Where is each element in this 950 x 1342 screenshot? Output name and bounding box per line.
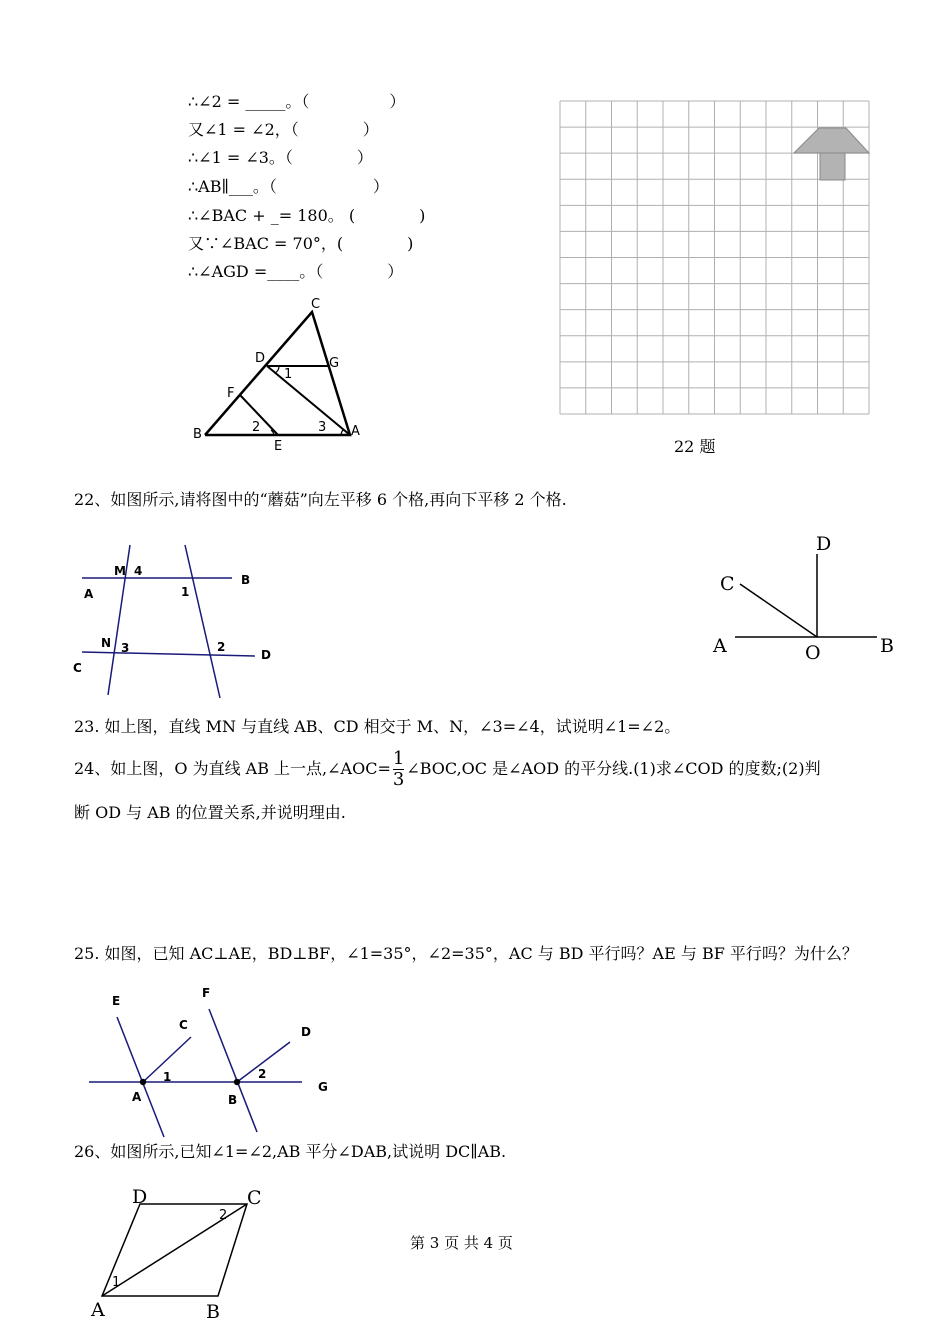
fig24-label-B: B bbox=[880, 635, 894, 657]
fig26-parallelogram bbox=[85, 1180, 275, 1330]
tri-label-angle2: 2 bbox=[252, 420, 261, 435]
fig24-label-A: A bbox=[713, 635, 727, 657]
fig25-label-G: G bbox=[318, 1080, 328, 1094]
question-26: 26、如图所示,已知∠1=∠2,AB 平分∠DAB,试说明 DC∥AB. bbox=[74, 1142, 507, 1161]
tri-label-A: A bbox=[351, 424, 360, 439]
tri-label-F: F bbox=[227, 386, 235, 401]
fig23-label-3: 3 bbox=[121, 641, 130, 655]
point-A bbox=[140, 1079, 146, 1085]
fig25-label-2: 2 bbox=[258, 1067, 267, 1081]
fig23-label-2: 2 bbox=[217, 640, 226, 654]
proof-line-5: ∴∠BAC + _= 180。 ( ) bbox=[188, 206, 426, 225]
tri-label-C: C bbox=[311, 297, 321, 312]
tri-label-angle1: 1 bbox=[284, 367, 293, 382]
proof-line-4: ∴AB∥___。（ ） bbox=[188, 177, 389, 196]
tri-label-angle3: 3 bbox=[318, 420, 327, 435]
fig24-label-D: D bbox=[816, 533, 832, 555]
segment-DA bbox=[267, 366, 350, 435]
question-24-line2: 断 OD 与 AB 的位置关系,并说明理由. bbox=[74, 803, 346, 822]
question-22: 22、如图所示,请将图中的“蘑菇”向左平移 6 个格,再向下平移 2 个格. bbox=[74, 490, 567, 509]
fig23-label-4: 4 bbox=[134, 564, 143, 578]
fig25-label-C: C bbox=[179, 1018, 188, 1032]
fig26-label-D: D bbox=[132, 1186, 148, 1208]
question-24 bbox=[74, 746, 821, 792]
fig24-label-O: O bbox=[805, 642, 821, 664]
fig25-label-D: D bbox=[301, 1025, 311, 1039]
fig23-label-N: N bbox=[101, 636, 112, 650]
proof-line-2: 又∠1 = ∠2，（ ） bbox=[188, 120, 379, 139]
fig23-label-A: A bbox=[84, 587, 94, 601]
tri-label-B: B bbox=[193, 427, 202, 442]
fig25-label-B: B bbox=[228, 1093, 238, 1107]
mushroom-grid bbox=[559, 100, 871, 416]
fig23-label-C: C bbox=[73, 661, 82, 675]
grid-caption: 22 题 bbox=[674, 437, 716, 456]
proof-line-6: 又∵∠BAC = 70°，( ) bbox=[188, 234, 414, 253]
tri-label-E: E bbox=[274, 439, 283, 454]
fig25-label-A: A bbox=[132, 1090, 142, 1104]
fig25-label-1: 1 bbox=[163, 1070, 172, 1084]
tri-label-D: D bbox=[255, 351, 266, 366]
triangle-figure bbox=[180, 290, 380, 455]
fig25-perpendiculars bbox=[84, 982, 344, 1142]
fig26-label-C: C bbox=[247, 1187, 262, 1209]
fig23-label-M: M bbox=[114, 564, 126, 578]
q24-text-before: 24、如上图，O 为直线 AB 上一点,∠AOC= bbox=[74, 759, 391, 778]
fig26-label-2: 2 bbox=[219, 1208, 228, 1223]
proof-line-7: ∴∠AGD =____。（ ） bbox=[188, 262, 404, 281]
fraction-numerator: 1 bbox=[392, 748, 405, 769]
fig23-intersecting-lines bbox=[70, 540, 290, 705]
proof-line-1: ∴∠2 = _____。（ ） bbox=[188, 92, 406, 111]
point-B bbox=[234, 1079, 240, 1085]
fig23-label-B: B bbox=[241, 573, 251, 587]
mushroom-cap bbox=[794, 128, 869, 153]
fig25-label-F: F bbox=[202, 986, 211, 1000]
page-footer: 第 3 页 共 4 页 bbox=[410, 1234, 513, 1252]
fig23-label-D: D bbox=[261, 648, 271, 662]
mushroom-stem bbox=[820, 153, 845, 180]
tri-label-G: G bbox=[329, 356, 340, 371]
fig25-label-E: E bbox=[112, 994, 121, 1008]
fig26-label-1: 1 bbox=[112, 1275, 121, 1290]
fig24-angle bbox=[705, 528, 905, 668]
fig23-label-1: 1 bbox=[181, 585, 190, 599]
fraction-one-third bbox=[393, 749, 404, 790]
fig26-label-B: B bbox=[206, 1301, 220, 1323]
q24-text-after: ∠BOC,OC 是∠AOD 的平分线.(1)求∠COD 的度数;(2)判 bbox=[406, 759, 821, 778]
question-25: 25. 如图，已知 AC⊥AE，BD⊥BF，∠1=35°，∠2=35°，AC 与 BD 平行吗？AE 与 BF 平行吗？为什么？ bbox=[74, 944, 858, 963]
question-23: 23. 如上图，直线 MN 与直线 AB、CD 相交于 M、N，∠3=∠4，试说明∠1=∠2。 bbox=[74, 717, 681, 736]
fraction-denominator: 3 bbox=[392, 769, 405, 790]
proof-line-3: ∴∠1 = ∠3。（ ） bbox=[188, 148, 373, 167]
fig24-label-C: C bbox=[720, 573, 735, 595]
angle-mark-1 bbox=[275, 366, 279, 373]
fig26-label-A: A bbox=[91, 1299, 105, 1321]
